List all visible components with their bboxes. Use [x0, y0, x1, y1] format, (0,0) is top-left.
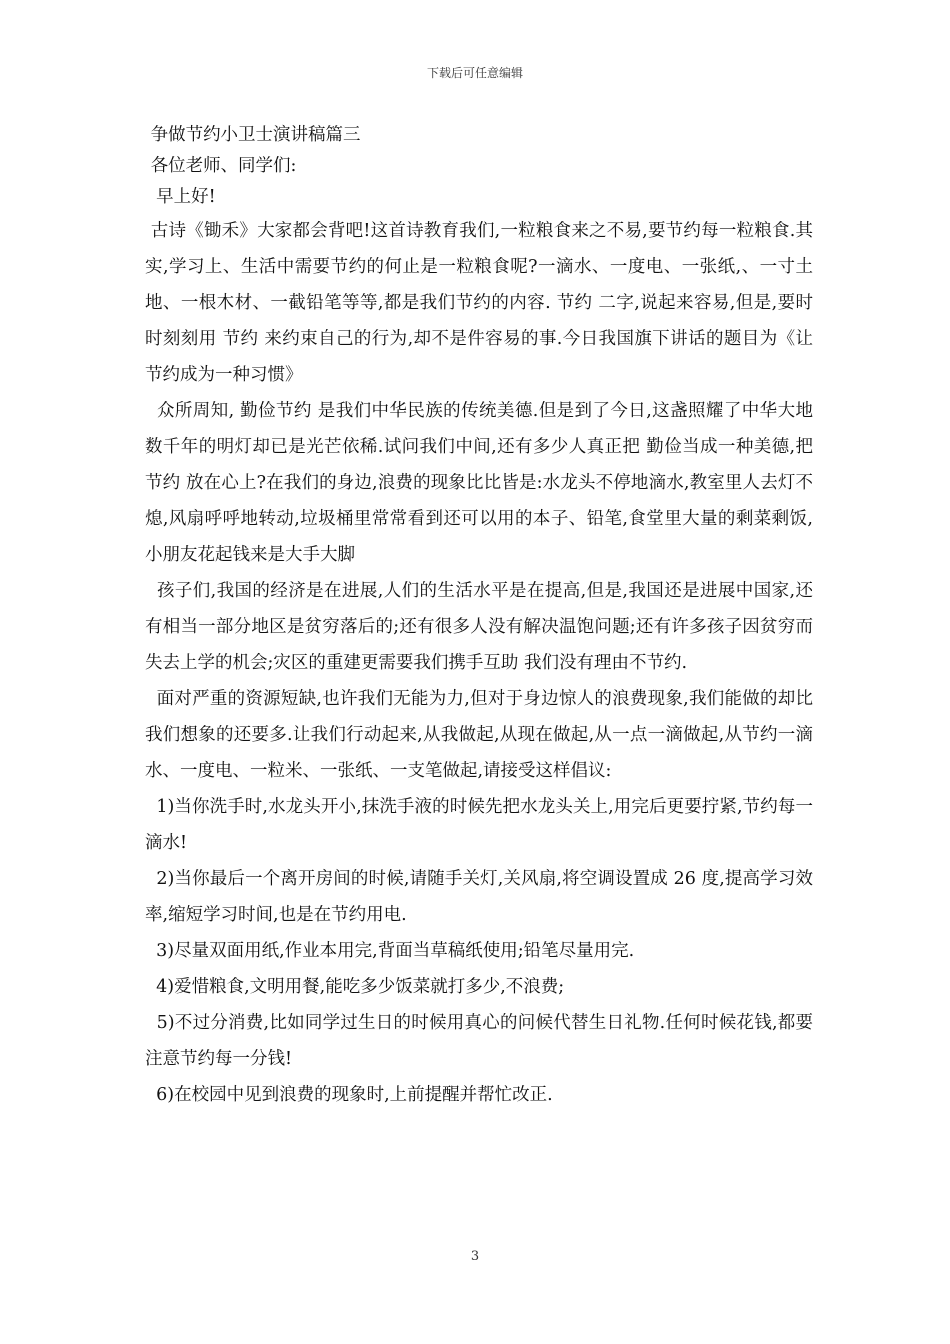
salutation: 各位老师、同学们:: [145, 156, 297, 176]
document-title: 争做节约小卫士演讲稿篇三: [145, 125, 361, 145]
page-number: 3: [470, 1249, 480, 1264]
list-item-3: 3)尽量双面用纸,作业本用完,背面当草稿纸使用;铅笔尽量用完.: [145, 941, 635, 961]
paragraph-3: 孩子们,我国的经济是在进展,人们的生活水平是在提高,但是,我国还是进展中国家,还有相当一部分地区是贫穷落后的;还有很多人没有解决温饱问题;还有许多孩子因贫穷而失去上学的机会;灾区的重建更需要我们携手互助 我们没有理由不节约.: [145, 581, 813, 673]
document-body: [145, 120, 819, 1113]
paragraph-2: 众所周知, 勤俭节约 是我们中华民族的传统美德.但是到了今日,这盏照耀了中华大地数千年的明灯却已是光芒依稀.试问我们中间,还有多少人真正把 勤俭当成一种美德,把 节约 放在心上?在我们的身边,浪费的现象比比皆是:水龙头不停地滴水,教室里人去灯不熄,风扇呼呼地转动,垃圾桶里常常看到还可以用的本子、铅笔,食堂里大量的剩菜剩饭,小朋友花起钱来是大手大脚: [145, 401, 819, 565]
list-item-5: 5)不过分消费,比如同学过生日的时候用真心的问候代替生日礼物.任何时候花钱,都要注意节约每一分钱!: [145, 1013, 813, 1069]
list-item-2: 2)当你最后一个离开房间的时候,请随手关灯,关风扇,将空调设置成 26 度,提高学习效率,缩短学习时间,也是在节约用电.: [145, 869, 813, 925]
paragraph-4: 面对严重的资源短缺,也许我们无能为力,但对于身边惊人的浪费现象,我们能做的却比我们想象的还要多.让我们行动起来,从我做起,从现在做起,从一点一滴做起,从节约一滴水、一度电、一粒米、一张纸、一支笔做起,请接受这样倡议:: [145, 689, 813, 781]
page-header-note: 下载后可任意编辑: [426, 66, 523, 80]
greeting: 早上好!: [145, 187, 216, 207]
list-item-6: 6)在校园中见到浪费的现象时,上前提醒并帮忙改正.: [145, 1085, 553, 1105]
list-item-1: 1)当你洗手时,水龙头开小,抹洗手液的时候先把水龙头关上,用完后更要拧紧,节约每一滴水!: [145, 797, 813, 853]
paragraph-1: 古诗《锄禾》大家都会背吧!这首诗教育我们,一粒粮食来之不易,要节约每一粒粮食.其实,学习上、生活中需要节约的何止是一粒粮食呢?一滴水、一度电、一张纸,、一寸土地、一根木材、一截铅笔等等,都是我们节约的内容. 节约 二字,说起来容易,但是,要时时刻刻用 节约 来约束自己的行为,却不是件容易的事.今日我国旗下讲话的题目为《让节约成为一种习惯》: [145, 221, 813, 385]
list-item-4: 4)爱惜粮食,文明用餐,能吃多少饭菜就打多少,不浪费;: [145, 977, 565, 997]
